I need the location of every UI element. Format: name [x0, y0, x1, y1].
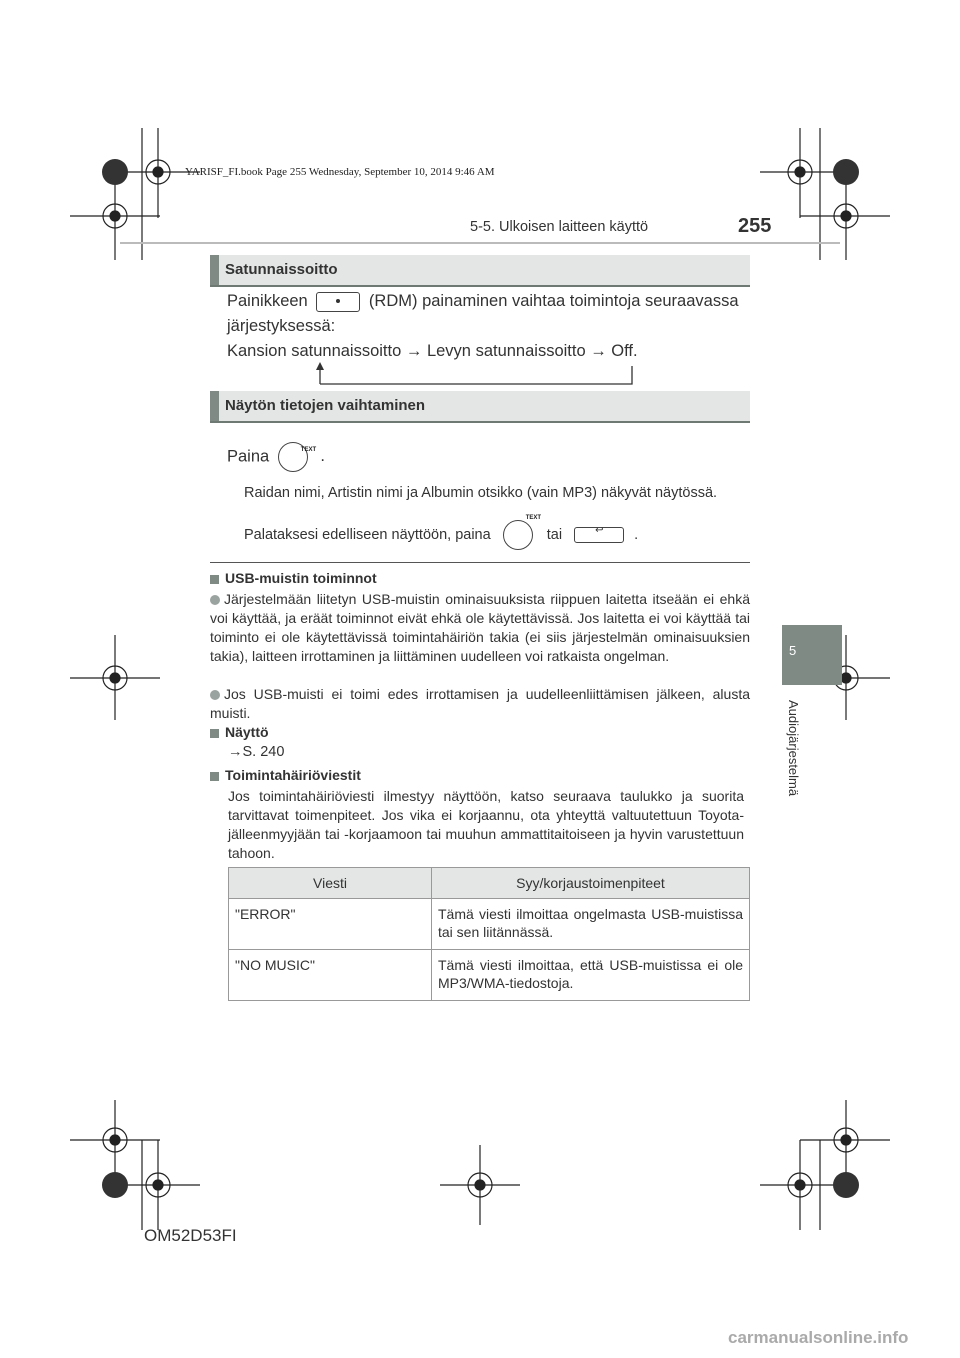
page-number: 255: [738, 215, 772, 237]
screen-heading: Näyttö: [210, 724, 269, 740]
round-bullet-icon: [210, 595, 220, 605]
error-text: Jos toimintahäiriöviesti ilmestyy näyttöön, katso seuraava taulukko ja suorita tarvittavat toimenpiteet. Jos vika ei korjaannu, ota yhteyttä valtuutettuun Toyota-jälleenmyyjään tai -korjaamoon tai muuhun ammattitaitoiseen ja hyvin varustettuun tahoon.: [228, 788, 744, 861]
screen-reference: →S. 240: [228, 744, 285, 760]
chapter-label: Audiojärjestelmä: [786, 700, 801, 797]
text-knob-icon: TEXT: [503, 520, 533, 550]
document-code: OM52D53FI: [144, 1226, 237, 1245]
header-rule: [120, 242, 840, 244]
watermark: carmanualsonline.info: [728, 1328, 909, 1347]
section-accent: [210, 391, 219, 421]
table-header: Syy/korjaustoimenpiteet: [432, 868, 750, 899]
square-bullet-icon: [210, 575, 219, 584]
table-cell-message: "ERROR": [229, 899, 432, 950]
display-section-title: Näytön tietojen vaihtaminen: [225, 397, 426, 414]
text-knob-icon: TEXT: [278, 442, 308, 472]
square-bullet-icon: [210, 772, 219, 781]
random-section-title: Satunnaissoitto: [225, 261, 338, 278]
random-line1: Painikkeen (RDM) painaminen vaihtaa toimintoja seuraavassa: [227, 292, 739, 310]
random-line2: järjestyksessä:: [227, 317, 336, 335]
usb-bullet-2: Jos USB-muisti ei toimi edes irrottamisen ja uudelleenliittämisen jälkeen, alusta muisti.: [210, 686, 750, 721]
error-heading: Toimintahäiriöviestit: [210, 767, 361, 783]
section-rule: [210, 421, 750, 423]
chapter-number: 5: [789, 643, 797, 658]
notes-divider: [210, 562, 750, 563]
back-button-icon: ↩: [574, 527, 624, 543]
table-cell-fix: Tämä viesti ilmoittaa, että USB-muistissa ei ole MP3/WMA-tiedostoja.: [432, 950, 750, 1001]
error-message-table: [228, 867, 750, 1001]
section-rule: [210, 285, 750, 287]
table-cell-message: "NO MUSIC": [229, 950, 432, 1001]
section-accent: [210, 255, 219, 285]
usb-functions-heading: USB-muistin toiminnot: [210, 570, 377, 586]
round-bullet-icon: [210, 690, 220, 700]
random-cycle: Kansion satunnaissoitto → Levyn satunnaissoitto → Off.: [227, 342, 638, 360]
display-info: Raidan nimi, Artistin nimi ja Albumin otsikko (vain MP3) näkyvät näytössä.: [244, 485, 718, 501]
table-header: Viesti: [229, 868, 432, 899]
cycle-return-arrow: [312, 362, 642, 386]
print-meta: YARISF_FI.book Page 255 Wednesday, September 10, 2014 9:46 AM: [185, 166, 495, 178]
display-section-header: [210, 391, 750, 421]
table-row: [229, 950, 750, 1001]
press-text-line: Paina TEXT .: [227, 442, 325, 472]
rdm-button-icon: [316, 292, 360, 312]
usb-bullet-1: Järjestelmään liitetyn USB-muistin ominaisuuksista riippuen laitetta itseään ei ehkä voi käyttää, ja eräät toiminnot eivät ehkä ole käytettävissä. Jos laitetta ei voi käyttää tai toiminto ei ole käytettävissä toimintahäiriön takia (ei siis järjestelmän ominaisuuksien takia), laitteen irrottaminen ja liittäminen uudelleen voi ratkaista ongelman.: [210, 591, 750, 664]
random-section-header: [210, 255, 750, 285]
table-row: [229, 899, 750, 950]
square-bullet-icon: [210, 729, 219, 738]
table-cell-fix: Tämä viesti ilmoittaa ongelmasta USB-muistissa tai sen liitännässä.: [432, 899, 750, 950]
display-back-line: Palataksesi edelliseen näyttöön, paina TEXT tai ↩ .: [244, 520, 638, 550]
section-title: 5-5. Ulkoisen laitteen käyttö: [470, 219, 649, 235]
